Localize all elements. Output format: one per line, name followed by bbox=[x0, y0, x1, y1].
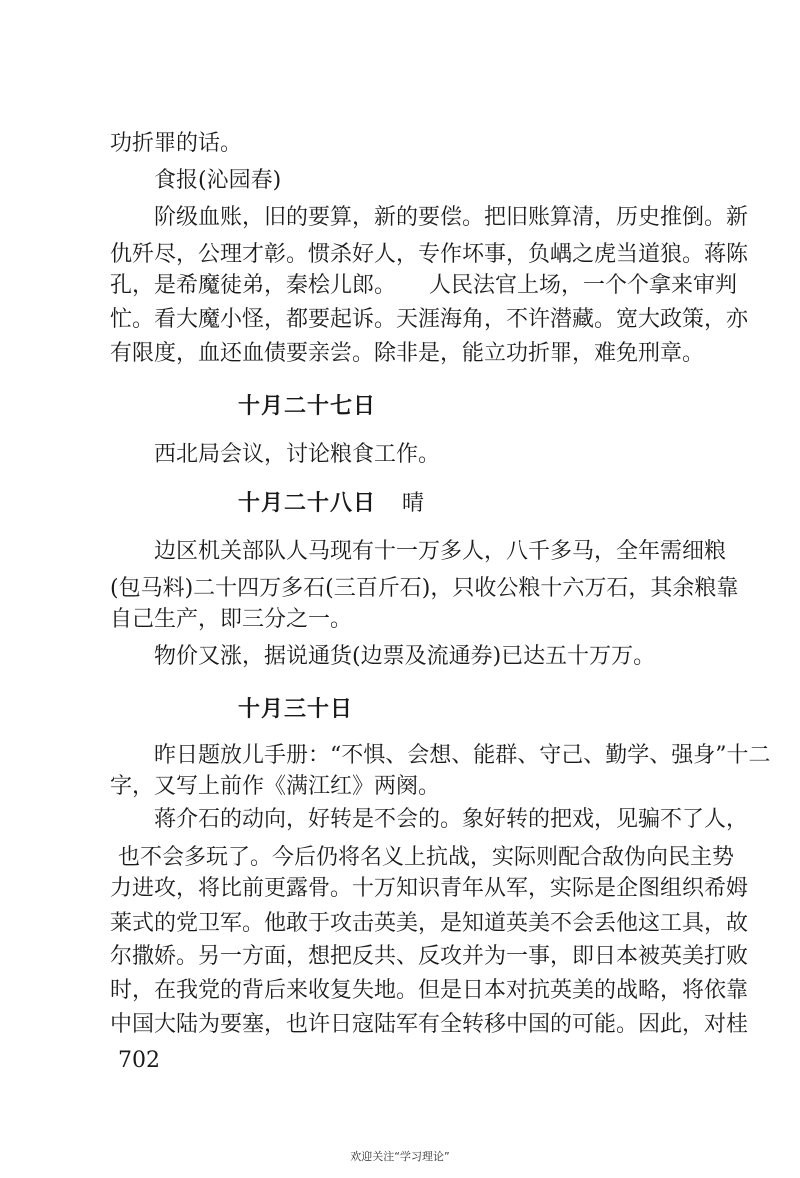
text-line: 功折罪的话。 bbox=[110, 131, 243, 156]
text-line: 自己生产，即三分之一。 bbox=[110, 607, 353, 632]
text-line: 有限度，血还血债要亲尝。除非是，能立功折罪，难免刑章。 bbox=[110, 341, 705, 366]
text-line: 边区机关部队人马现有十一万多人，八千多马，全年需细粮 bbox=[154, 539, 727, 564]
page-number: 702 bbox=[118, 1048, 160, 1073]
text-line: (包马料)二十四万多石(三百斤石)，只收公粮十六万石，其余粮靠 bbox=[110, 576, 739, 601]
text-line: 字，又写上前作《满江红》两阕。 bbox=[110, 774, 441, 799]
footer-note: 欢迎关注“学习理论” bbox=[350, 1150, 450, 1163]
text-line: 莱式的党卫军。他敢于攻击英美，是知道英美不会丢他这工具，故 bbox=[110, 911, 749, 936]
text-line: 力进攻，将比前更露骨。十万知识青年从军，实际是企图组织希姆 bbox=[110, 876, 749, 901]
date-heading-oct27: 十月二十七日 bbox=[238, 393, 377, 419]
text-line: 中国大陆为要塞，也许日寇陆军有全转移中国的可能。因此，对桂 bbox=[110, 1012, 749, 1037]
text-line: 物价又涨，据说通货(边票及流通券)已达五十万万。 bbox=[154, 644, 656, 669]
text-line: 昨日题放儿手册：“不惧、会想、能群、守己、勤学、强身”十二 bbox=[154, 743, 771, 768]
date-heading-oct28 bbox=[238, 488, 425, 519]
text-line: 孔，是希魔徒弟，秦桧儿郎。 人民法官上场，一个个拿来审判 bbox=[110, 273, 738, 298]
text-line: 阶级血账，旧的要算，新的要偿。把旧账算清，历史推倒。新 bbox=[154, 205, 749, 230]
text-line: 仇歼尽，公理才彰。惯杀好人，专作坏事，负嵎之虎当道狼。蒋陈 bbox=[110, 242, 749, 267]
text-line: 时，在我党的背后来收复失地。但是日本对抗英美的战略，将依靠 bbox=[110, 978, 749, 1003]
date-heading-oct30: 十月三十日 bbox=[238, 696, 354, 722]
date-heading-text: 十月二十八日 bbox=[238, 490, 377, 516]
text-line: 尔撒娇。另一方面，想把反共、反攻并为一事，即日本被英美打败 bbox=[110, 944, 749, 969]
text-line: 也不会多玩了。今后仍将名义上抗战，实际则配合敌伪向民主势 bbox=[118, 845, 735, 870]
weather-note: 晴 bbox=[402, 491, 426, 516]
text-line: 蒋介石的动向，好转是不会的。象好转的把戏，见骗不了人， bbox=[154, 807, 749, 832]
text-line: 忙。看大魔小怪，都要起诉。天涯海角，不许潜藏。宽大政策，亦 bbox=[110, 307, 749, 332]
poem-title: 食报(沁园春) bbox=[154, 168, 282, 193]
text-line: 西北局会议，讨论粮食工作。 bbox=[154, 442, 441, 467]
